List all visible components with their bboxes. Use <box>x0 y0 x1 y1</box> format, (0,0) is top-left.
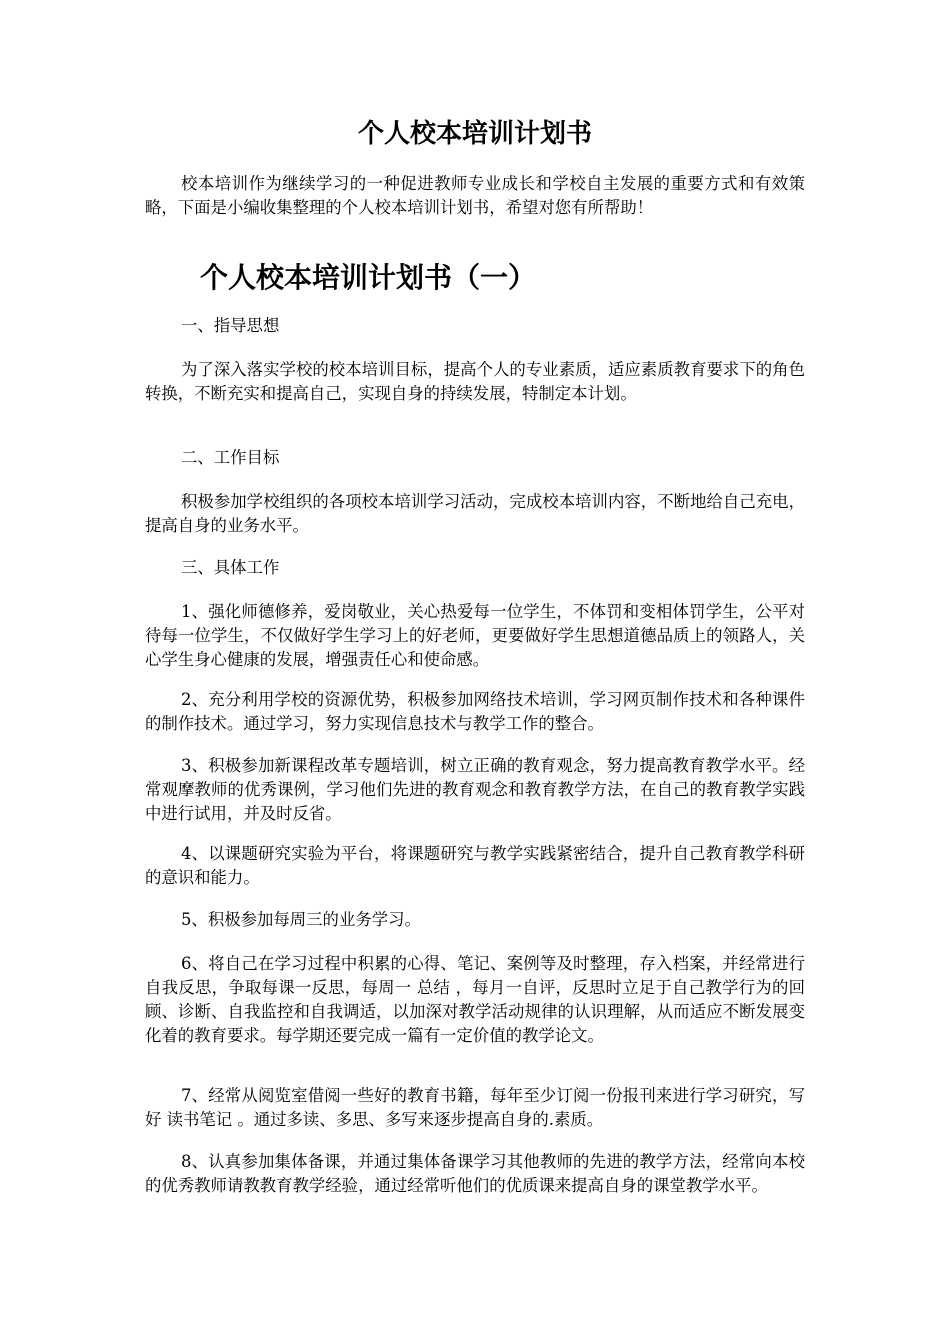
list-item-2: 2、充分利用学校的资源优势，积极参加网络技术培训，学习网页制作技术和各种课件的制作技术。通过学习，努力实现信息技术与教学工作的整合。 <box>145 690 805 733</box>
list-item-5: 5、积极参加每周三的业务学习。 <box>181 910 421 929</box>
heading-work-goals: 二、工作目标 <box>181 448 280 467</box>
list-item-7: 7、经常从阅览室借阅一些好的教育书籍，每年至少订阅一份报刊来进行学习研究，写好 读书笔记 。通过多读、多思、多写来逐步提高自身的.素质。 <box>145 1086 805 1129</box>
paragraph-work-goals: 积极参加学校组织的各项校本培训学习活动，完成校本培训内容，不断地给自己充电，提高自身的业务水平。 <box>145 492 805 535</box>
paragraph-guiding-ideology: 为了深入落实学校的校本培训目标，提高个人的专业素质，适应素质教育要求下的角色转换，不断充实和提高自己，实现自身的持续发展，特制定本计划。 <box>145 360 805 403</box>
section-title: 个人校本培训计划书（一） <box>200 261 537 294</box>
list-item-6: 6、将自己在学习过程中积累的心得、笔记、案例等及时整理，存入档案，并经常进行自我反思，争取每课一反思，每周一 总结 ，每月一自评，反思时立足于自己教学行为的回顾、诊断、自我监控和自我调适，以加深对教学活动规律的认识理解，从而适应不断发展变化着的教育要求。每学期还要完成一篇有一定价值的教学论文。 <box>145 954 805 1045</box>
list-item-1: 1、强化师德修养，爱岗敬业，关心热爱每一位学生，不体罚和变相体罚学生，公平对待每一位学生，不仅做好学生学习上的好老师，更要做好学生思想道德品质上的领路人，关心学生身心健康的发展，增强责任心和使命感。 <box>145 602 805 669</box>
heading-guiding-ideology: 一、指导思想 <box>181 316 280 335</box>
heading-specific-work: 三、具体工作 <box>181 558 280 577</box>
intro-paragraph: 校本培训作为继续学习的一种促进教师专业成长和学校自主发展的重要方式和有效策略，下面是小编收集整理的个人校本培训计划书，希望对您有所帮助！ <box>145 174 805 217</box>
document-title: 个人校本培训计划书 <box>357 119 592 149</box>
list-item-3: 3、积极参加新课程改革专题培训，树立正确的教育观念，努力提高教育教学水平。经常观摩教师的优秀课例，学习他们先进的教育观念和教育教学方法，在自己的教育教学实践中进行试用，并及时反省。 <box>145 756 805 823</box>
list-item-4: 4、以课题研究实验为平台，将课题研究与教学实践紧密结合，提升自己教育教学科研的意识和能力。 <box>145 844 805 887</box>
list-item-8: 8、认真参加集体备课，并通过集体备课学习其他教师的先进的教学方法，经常向本校的优秀教师请教教育教学经验，通过经常听他们的优质课来提高自身的课堂教学水平。 <box>145 1152 805 1195</box>
